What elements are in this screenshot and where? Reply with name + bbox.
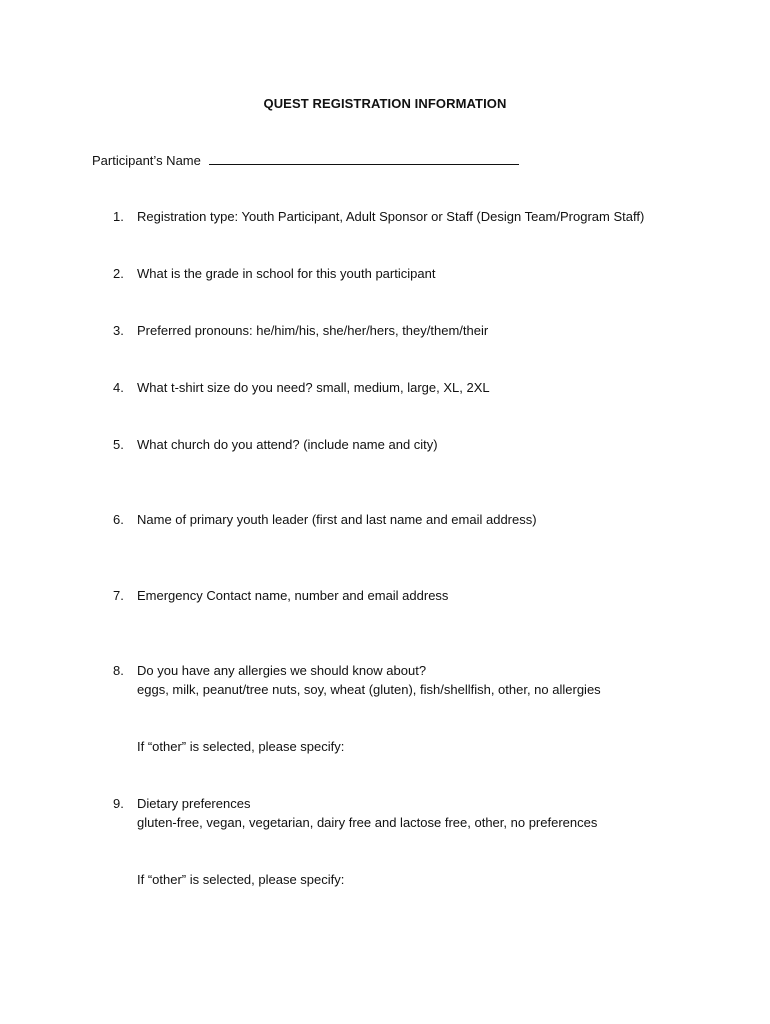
question-9	[113, 796, 250, 811]
question-1	[113, 209, 644, 224]
question-2	[113, 266, 435, 281]
question-number: 9.	[113, 796, 124, 811]
question-number: 3.	[113, 323, 124, 338]
question-8	[113, 663, 426, 678]
question-text: Emergency Contact name, number and email address	[137, 588, 449, 603]
question-6	[113, 512, 537, 527]
question-3	[113, 323, 488, 338]
allergy-other-specify: If “other” is selected, please specify:	[137, 739, 345, 754]
question-text: Preferred pronouns: he/him/his, she/her/hers, they/them/their	[137, 323, 489, 338]
question-number: 4.	[113, 380, 124, 395]
dietary-options: gluten-free, vegan, vegetarian, dairy free and lactose free, other, no preferences	[137, 815, 598, 830]
question-text: Do you have any allergies we should know about?	[137, 663, 427, 678]
participant-name-blank-line[interactable]	[209, 152, 519, 165]
participant-name-field	[92, 152, 519, 168]
question-number: 7.	[113, 588, 124, 603]
allergy-options: eggs, milk, peanut/tree nuts, soy, wheat (gluten), fish/shellfish, other, no allergies	[137, 682, 601, 697]
page-title: QUEST REGISTRATION INFORMATION	[263, 96, 507, 111]
question-text: What is the grade in school for this youth participant	[137, 266, 436, 281]
question-text: Name of primary youth leader (first and last name and email address)	[137, 512, 537, 527]
question-number: 6.	[113, 512, 124, 527]
question-number: 1.	[113, 209, 124, 224]
question-4	[113, 380, 490, 395]
question-7	[113, 588, 448, 603]
dietary-other-specify: If “other” is selected, please specify:	[137, 872, 345, 887]
question-number: 2.	[113, 266, 124, 281]
question-text: What church do you attend? (include name and city)	[137, 437, 438, 452]
question-number: 8.	[113, 663, 124, 678]
question-5	[113, 437, 438, 452]
question-text: Registration type: Youth Participant, Adult Sponsor or Staff (Design Team/Program Staff)	[137, 209, 645, 224]
question-text: What t-shirt size do you need? small, medium, large, XL, 2XL	[137, 380, 490, 395]
question-text: Dietary preferences	[137, 796, 251, 811]
question-number: 5.	[113, 437, 124, 452]
participant-name-label: Participant’s Name	[92, 153, 201, 168]
